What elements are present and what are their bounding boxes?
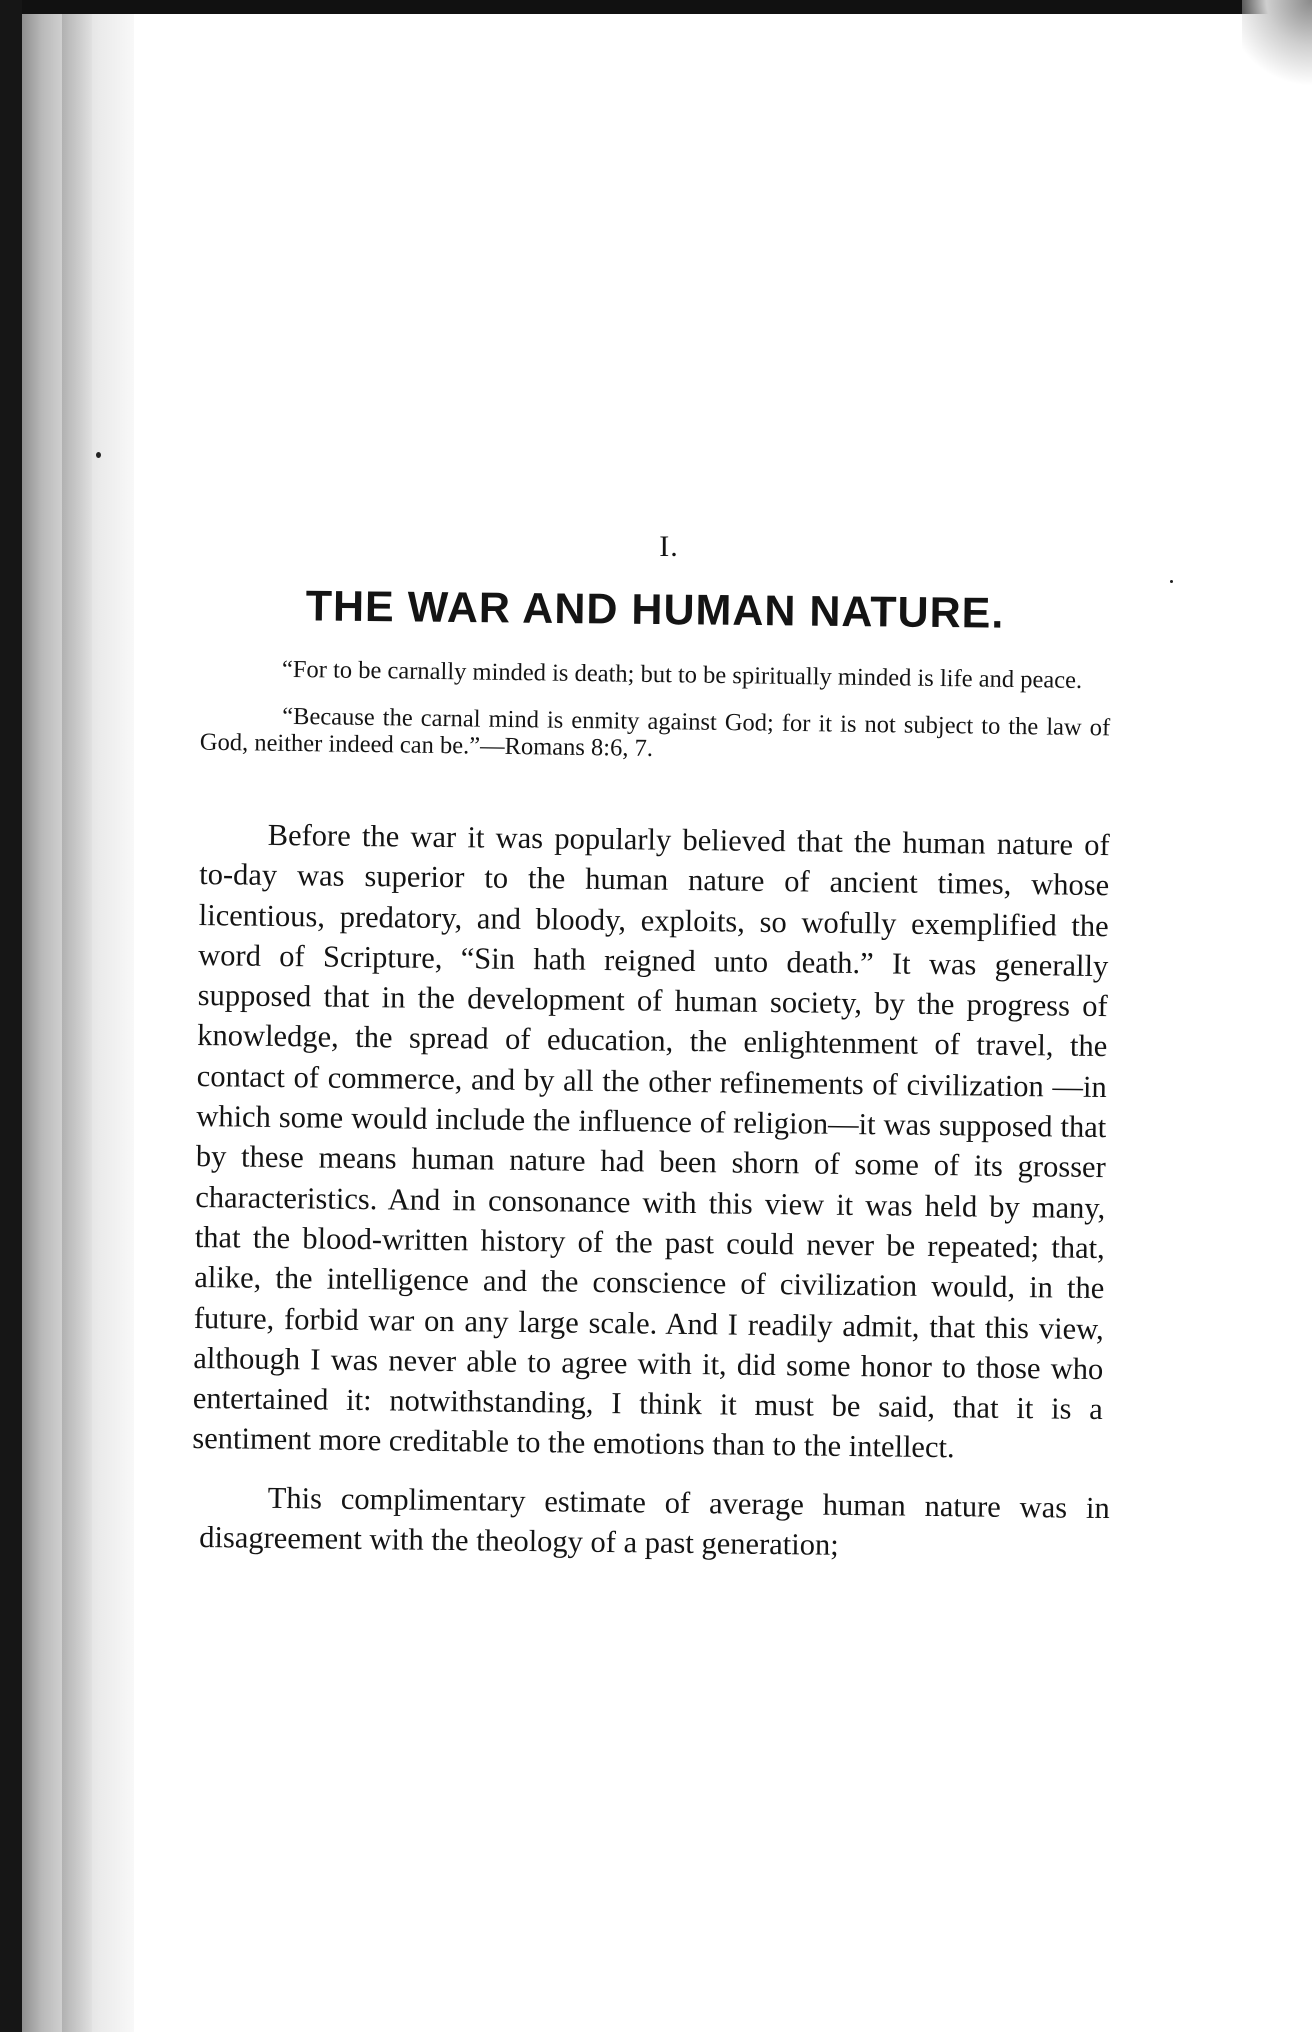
epigraph-quote: “Because the carnal mind is enmity against God; for it is not subject to the law of God, neither indeed can be.”—Romans 8:6, 7. (199, 702, 1111, 762)
scan-left-border (0, 0, 22, 2032)
ink-speck (96, 452, 101, 458)
body-paragraph: This complimentary estimate of average human nature was in disagreement with the theology of a past generation; (199, 1480, 1110, 1562)
page-content (192, 530, 1111, 1575)
epigraph-block (199, 655, 1111, 762)
page-gutter-band (62, 14, 92, 2032)
scan-top-border (0, 0, 1312, 14)
chapter-number: I. (659, 530, 679, 563)
ink-speck (1170, 580, 1173, 583)
epigraph-quote: “For to be carnally minded is death; but to be spiritually minded is life and peace. (281, 655, 1083, 694)
chapter-title: THE WAR AND HUMAN NATURE. (305, 582, 1005, 638)
body-paragraph: Before the war it was popularly believed that the human nature of to-day was superior to the human nature of ancient times, whose licentious, predatory, and bloody, exploits, so wofully exemplified the word of Scripture, “Sin hath reigned unto death.” It was generally supposed that in the development of human society, by the progress of knowledge, the spread of education, the enlightenment of travel, the contact of commerce, and by all the other refinements of civilization —in which some would include the influence of religion—it was supposed that by these means human nature had been shorn of some of its grosser characteristics. And in consonance with this view it was held by many, that the blood-written history of the past could never be repeated; that, alike, the intelligence and the conscience of civilization would, in the future, forbid war on any large scale. And I readily admit, that this view, although I was never able to agree with it, did some honor to those who entertained it: notwithstanding, I think it must be said, that it is a sentiment more creditable to the emotions than to the intellect. (192, 817, 1110, 1465)
page-corner-shadow (1242, 0, 1312, 90)
